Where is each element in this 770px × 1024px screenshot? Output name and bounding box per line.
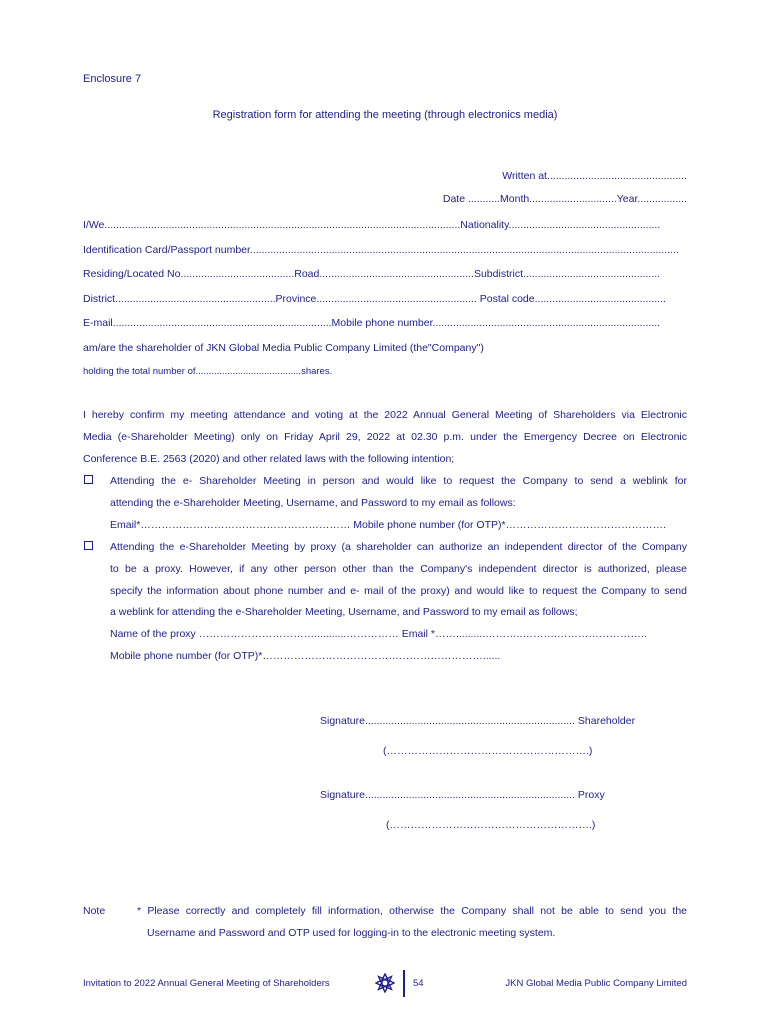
email-mobile-line: E-mail...........................................................................Mobile phone number.............................................................................. <box>83 318 661 329</box>
option2-line-2: to be a proxy. However, if any other person other than the Company's independent director is authorized, please <box>110 563 687 575</box>
option2-line-4: a weblink for attending the e-Shareholder Meeting, Username, and Password to my email as follows; <box>110 606 578 618</box>
name-nationality-line: I/We..........................................................................................................................Nationality.................................................... <box>83 220 661 231</box>
note-text-line-1: * Please correctly and completely fill information, otherwise the Company shall not be able to send you the <box>137 905 687 917</box>
district-line: District.......................................................Province....................................................... Postal code............................................. <box>83 294 666 305</box>
option1-line-2: attending the e-Shareholder Meeting, Username, and Password to my email as follows: <box>110 497 516 509</box>
written-at-line: Written at................................................ <box>502 170 687 182</box>
holding-shares-line: holding the total number of........................................shares. <box>83 366 333 377</box>
option2-line-1: Attending the e-Shareholder Meeting by proxy (a shareholder can authorize an independent director of the Company <box>110 541 687 553</box>
confirm-text-line-1: I hereby confirm my meeting attendance and voting at the 2022 Annual General Meeting of Shareholders via Electronic <box>83 409 687 421</box>
address-line: Residing/Located No.......................................Road.....................................................Subdistrict............................................... <box>83 269 661 280</box>
proxy-name-email-line: Name of the proxy ……………………………...........…………… Email *……..........………..……….…………………….. <box>110 629 647 640</box>
enclosure-label: Enclosure 7 <box>83 73 142 85</box>
footer-left-text: Invitation to 2022 Annual General Meeting of Shareholders <box>83 978 330 989</box>
proxy-signature-line: Signature........................................................................ Proxy <box>320 789 605 801</box>
proxy-name-line: (………………………………………………….) <box>386 819 596 831</box>
footer-divider <box>403 970 405 997</box>
shareholder-signature-line: Signature........................................................................ Shareholder <box>320 715 636 727</box>
id-card-line: Identification Card/Passport number................................................................................................................................................... <box>83 245 679 256</box>
option2-line-3: specify the information about phone number and e- mail of the proxy) and would like to request the Company to send <box>110 585 687 597</box>
option1-line-1: Attending the e- Shareholder Meeting in person and would like to request the Company to send a weblink for <box>110 475 687 487</box>
form-title: Registration form for attending the meeting (through electronics media) <box>212 109 558 121</box>
note-label: Note <box>83 905 106 917</box>
shareholder-name-line: (………………………………………………….) <box>383 745 593 757</box>
note-text-line-2: Username and Password and OTP used for logging-in to the electronic meeting system. <box>147 927 556 939</box>
option-proxy-checkbox[interactable] <box>84 541 93 550</box>
page-number: 54 <box>413 978 424 989</box>
confirm-text-line-3: Conference B.E. 2563 (2020) and other related laws with the following intention; <box>83 453 455 465</box>
option1-email-line: Email*…………………………………………………… Mobile phone number (for OTP)*………………………………………. <box>110 520 666 531</box>
confirm-text-line-2: Media (e-Shareholder Meeting) only on Friday April 29, 2022 at 02.30 p.m. under the Emergency Decree on Electronic <box>83 431 687 443</box>
shareholder-of-line: am/are the shareholder of JKN Global Media Public Company Limited (the"Company") <box>83 342 484 354</box>
jkn-logo-icon <box>375 973 395 993</box>
proxy-mobile-line: Mobile phone number (for OTP)*………………………………………………………...... <box>110 650 501 662</box>
date-line: Date ...........Month..............................Year................. <box>442 193 687 205</box>
option-in-person-checkbox[interactable] <box>84 475 93 484</box>
footer-right-text: JKN Global Media Public Company Limited <box>505 978 687 989</box>
